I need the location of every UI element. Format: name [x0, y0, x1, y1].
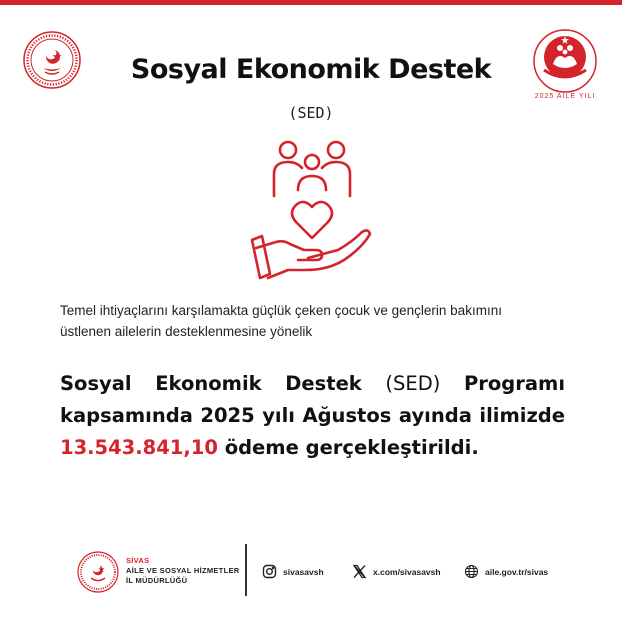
page-title: Sosyal Ekonomik Destek — [130, 54, 492, 85]
footer-organization — [126, 556, 239, 586]
website-url[interactable]: aile.gov.tr/sivas — [485, 566, 549, 577]
description — [60, 300, 580, 342]
footer-org-name: AİLE VE SOSYAL HİZMETLER — [126, 566, 240, 575]
instagram-icon — [262, 564, 277, 579]
page-subtitle: (SED) — [288, 104, 334, 122]
instagram-handle[interactable]: sivasavsh — [283, 566, 324, 577]
announcement-end: ödeme gerçekleştirildi. — [224, 436, 479, 459]
x-handle[interactable]: x.com/sivasavsh — [373, 566, 441, 577]
announcement-abbrev: (SED) — [385, 372, 441, 395]
footer — [0, 540, 622, 600]
footer-divider — [245, 544, 247, 596]
family-year-seal-icon — [526, 24, 604, 102]
description-line-2: üstlenen ailelerin desteklenmesine yönelik — [60, 324, 313, 339]
announcement-program: Sosyal Ekonomik Destek — [60, 372, 362, 395]
globe-icon — [464, 564, 479, 579]
payment-amount: 13.543.841,10 — [60, 436, 218, 459]
footer-ministry-seal-icon — [76, 550, 120, 594]
announcement — [60, 368, 565, 464]
footer-org-unit: İL MÜDÜRLÜĞÜ — [126, 576, 188, 585]
footer-instagram[interactable] — [262, 564, 324, 579]
seal-caption: 2025 AİLE YILI — [534, 93, 596, 100]
description-line-1: Temel ihtiyaçlarını karşılamakta güçlük çeken çocuk ve gençlerin bakımını — [60, 303, 502, 318]
footer-org-city: SİVAS — [126, 556, 150, 565]
announcement-body: Programı kapsamında 2025 yılı Ağustos ayında ilimizde — [60, 372, 566, 427]
footer-x[interactable] — [352, 564, 441, 579]
x-logo-icon — [352, 564, 367, 579]
footer-website[interactable] — [464, 564, 548, 579]
family-heart-hand-icon — [246, 136, 376, 286]
